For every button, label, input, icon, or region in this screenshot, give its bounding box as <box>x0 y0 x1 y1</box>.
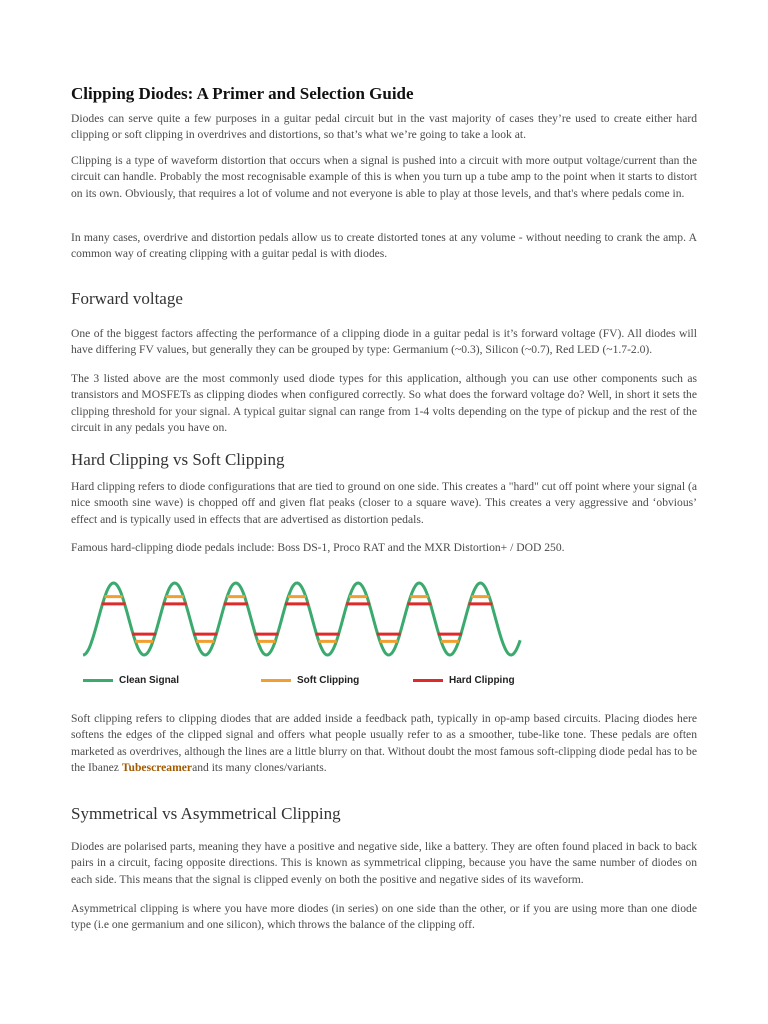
intro-paragraph-2: Clipping is a type of waveform distortion that occurs when a signal is pushed into a circuit with more output voltage/current than the circuit can handle. Probably the most recognisable example of this is when you turn up a tube amp to the point when it starts to distort on its own. Obviously, that requires a lot of volume and not everyone is able to play at those levels, and that's where pedals come in. <box>71 154 697 200</box>
intro-paragraph-3: In many cases, overdrive and distortion pedals allow us to create distorted tones at any volume - without needing to crank the amp. A common way of creating clipping with a guitar pedal is with diodes. <box>71 231 697 261</box>
soft-clipping-paragraph <box>71 711 697 776</box>
forward-voltage-paragraph-2: The 3 listed above are the most commonly used diode types for this application, although you can use other components such as transistors and MOSFETs as clipping diodes when configured correctly. So what does the forward voltage do? Well, in short it sets the clipping threshold for your signal. A typical guitar signal can range from 1-4 volts depending on the type of pickup and the rest of the circuit in any pedals you have on. <box>71 372 697 434</box>
heading-symmetrical: Symmetrical vs Asymmetrical Clipping <box>71 804 341 823</box>
symmetrical-paragraph: Diodes are polarised parts, meaning they have a positive and negative side, like a battery. They are often found placed in back to back pairs in a circuit, facing opposite directions. This is known as symmetrical clipping, because you have the same number of diodes on each side. This means that the signal is clipped evenly on both the positive and negative sides of its waveform. <box>71 840 697 886</box>
hard-clipping-paragraph: Hard clipping refers to diode configurations that are tied to ground on one side. This creates a "hard" cut off point where your signal (a nice smooth sine wave) is chopped off and given flat peaks (closer to a square wave). This creates a very aggressive and ‘obvious’ effect and is typically used in effects that are advertised as distortion pedals. <box>71 480 697 526</box>
waveform-diagram <box>79 577 539 667</box>
legend-hard-swatch <box>413 679 443 682</box>
tubescreamer-link[interactable]: Tubescreamer <box>121 760 193 774</box>
legend-soft-label: Soft Clipping <box>297 674 360 686</box>
heading-forward-voltage: Forward voltage <box>71 289 183 308</box>
clipping-waveform-figure <box>79 577 539 689</box>
legend-clean-signal <box>83 672 179 688</box>
legend-hard-label: Hard Clipping <box>449 674 515 686</box>
legend-clean-label: Clean Signal <box>119 674 180 686</box>
soft-clipping-text: Soft clipping refers to clipping diodes that are added inside a feedback path, typically in op-amp based circuits. Placing diodes here softens the edges of the clipped signal and offers what people usually refer to as a smoother, tube-like tone. These pedals are often marketed as overdrives, although the lines are a little blurry on that. Without doubt the most famous soft-clipping diode pedal has to be the Ibanez <box>71 712 697 774</box>
asymmetrical-paragraph: Asymmetrical clipping is where you have more diodes (in series) on one side than the other, or if you are using more than one diode type (i.e one germanium and one silicon), which throws the balance of the clipping off. <box>71 902 697 932</box>
legend-hard-clipping <box>413 672 515 688</box>
soft-clipping-text-end: and its many clones/variants. <box>192 760 327 774</box>
clean-signal-wave <box>83 583 520 655</box>
legend-soft-swatch <box>261 679 291 682</box>
heading-hard-soft: Hard Clipping vs Soft Clipping <box>71 450 285 469</box>
legend-clean-swatch <box>83 679 113 682</box>
article-title: Clipping Diodes: A Primer and Selection Guide <box>71 84 414 103</box>
legend-soft-clipping <box>261 672 359 688</box>
intro-paragraph-1: Diodes can serve quite a few purposes in a guitar pedal circuit but in the vast majority of cases they’re used to create either hard clipping or soft clipping in overdrives and distortions, so that’s what we’re going to take a look at. <box>71 112 697 142</box>
forward-voltage-paragraph-1: One of the biggest factors affecting the performance of a clipping diode in a guitar pedal is it’s forward voltage (FV). All diodes will have differing FV values, but generally they can be grouped by type: Germanium (~0.3), Silicon (~0.7), Red LED (~1.7-2.0). <box>71 327 697 357</box>
hard-clipping-pedals-paragraph: Famous hard-clipping diode pedals include: Boss DS-1, Proco RAT and the MXR Distortion+ / DOD 250. <box>71 541 565 554</box>
